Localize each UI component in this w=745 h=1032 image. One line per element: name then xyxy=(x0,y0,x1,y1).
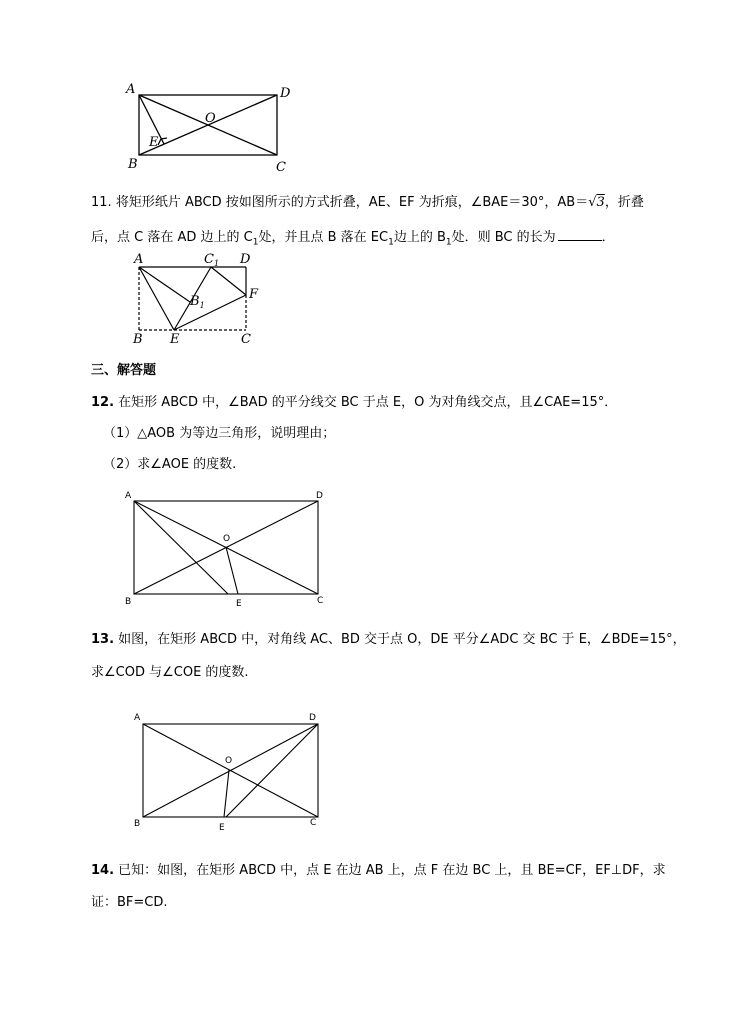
label-e: E xyxy=(149,135,159,150)
label-e: E xyxy=(236,599,242,609)
q11-line2-b: 处，并且点 B 落在 EC xyxy=(258,230,389,245)
label-a: A xyxy=(126,82,136,97)
figure-q13 xyxy=(126,708,331,836)
segment-ab1 xyxy=(139,267,190,302)
q12-part1: （1）△AOB 为等边三角形，说明理由； xyxy=(103,426,336,441)
q13-line1 xyxy=(91,631,686,649)
section-heading: 三、解答题 xyxy=(91,363,157,378)
label-d: D xyxy=(316,491,323,501)
label-b: B xyxy=(134,819,141,829)
sqrt-symbol: √ xyxy=(588,195,597,210)
answer-blank[interactable] xyxy=(558,228,602,241)
label-c1: $C_1$ xyxy=(204,252,220,268)
label-e: E xyxy=(170,332,180,347)
label-a: A xyxy=(125,491,132,501)
bisector-ae xyxy=(134,501,231,594)
figure-q11-folding xyxy=(128,250,268,345)
q11-line2-end: ． xyxy=(601,230,615,245)
label-b1: $B_1$ xyxy=(190,294,205,310)
q13-text-line1: 如图，在矩形 ABCD 中，对角线 AC、BD 交于点 O，DE 平分∠ADC 交 BC 于 E，∠BDE=15°， xyxy=(118,632,686,647)
label-d: D xyxy=(280,86,291,101)
label-c: C xyxy=(241,332,251,347)
label-b: B xyxy=(133,332,143,347)
q13-number: 13. xyxy=(91,632,115,647)
segment-oe xyxy=(224,770,229,817)
bisector-de xyxy=(226,724,318,817)
q11-line2-c: 边上的 B xyxy=(393,230,446,245)
q11-sub1: 1 xyxy=(252,237,259,248)
q11-line2-d: 处．则 BC 的长为 xyxy=(451,230,556,245)
q11-line2-a: 后，点 C 落在 AD 边上的 C xyxy=(91,230,253,245)
label-c: C xyxy=(276,160,286,175)
segment-oe xyxy=(226,547,238,594)
label-c: C xyxy=(310,818,317,828)
q11-sub3: 1 xyxy=(445,237,452,248)
label-a: A xyxy=(134,252,144,267)
q14-text-line1: 已知：如图，在矩形 ABCD 中，点 E 在边 AB 上，点 F 在边 BC 上，且 BE=CF，EF⊥DF，求 xyxy=(118,863,666,878)
q12-line1 xyxy=(91,394,617,412)
label-d: D xyxy=(240,252,251,267)
label-e: E xyxy=(219,823,225,833)
crease-ae xyxy=(139,267,174,330)
figure-q10-rectangle xyxy=(120,78,300,178)
q13-line2: 求∠COD 与∠COE 的度数. xyxy=(91,665,249,680)
q12-text: 在矩形 ABCD 中，∠BAD 的平分线交 BC 于点 E，O 为对角线交点，且∠CAE=15°． xyxy=(118,395,618,410)
label-b: B xyxy=(128,157,138,172)
q11-text-a: 将矩形纸片 ABCD 按如图所示的方式折叠，AE、EF 为折痕，∠BAE＝30°，AB＝ xyxy=(115,195,589,210)
q11-line2 xyxy=(91,228,615,252)
q11-text-b: ，折叠 xyxy=(604,195,644,210)
q12-number: 12. xyxy=(91,395,115,410)
q11-line1 xyxy=(91,194,644,212)
segment-c1f xyxy=(211,267,246,295)
sqrt-value: 3 xyxy=(596,195,605,210)
q12-part2: （2）求∠AOE 的度数. xyxy=(103,457,237,472)
q11-number: 11. xyxy=(91,195,112,210)
label-f: F xyxy=(249,287,259,302)
q14-line1 xyxy=(91,862,666,880)
label-b: B xyxy=(125,597,132,607)
figure-q12 xyxy=(118,486,333,611)
label-o: O xyxy=(205,111,216,126)
label-o: O xyxy=(225,756,233,766)
label-c: C xyxy=(317,596,324,606)
label-a: A xyxy=(134,713,141,723)
label-o: O xyxy=(223,534,231,544)
q14-number: 14. xyxy=(91,863,115,878)
q14-line2: 证：BF=CD. xyxy=(91,895,168,910)
q11-sub2: 1 xyxy=(388,237,394,248)
label-d: D xyxy=(309,713,316,723)
